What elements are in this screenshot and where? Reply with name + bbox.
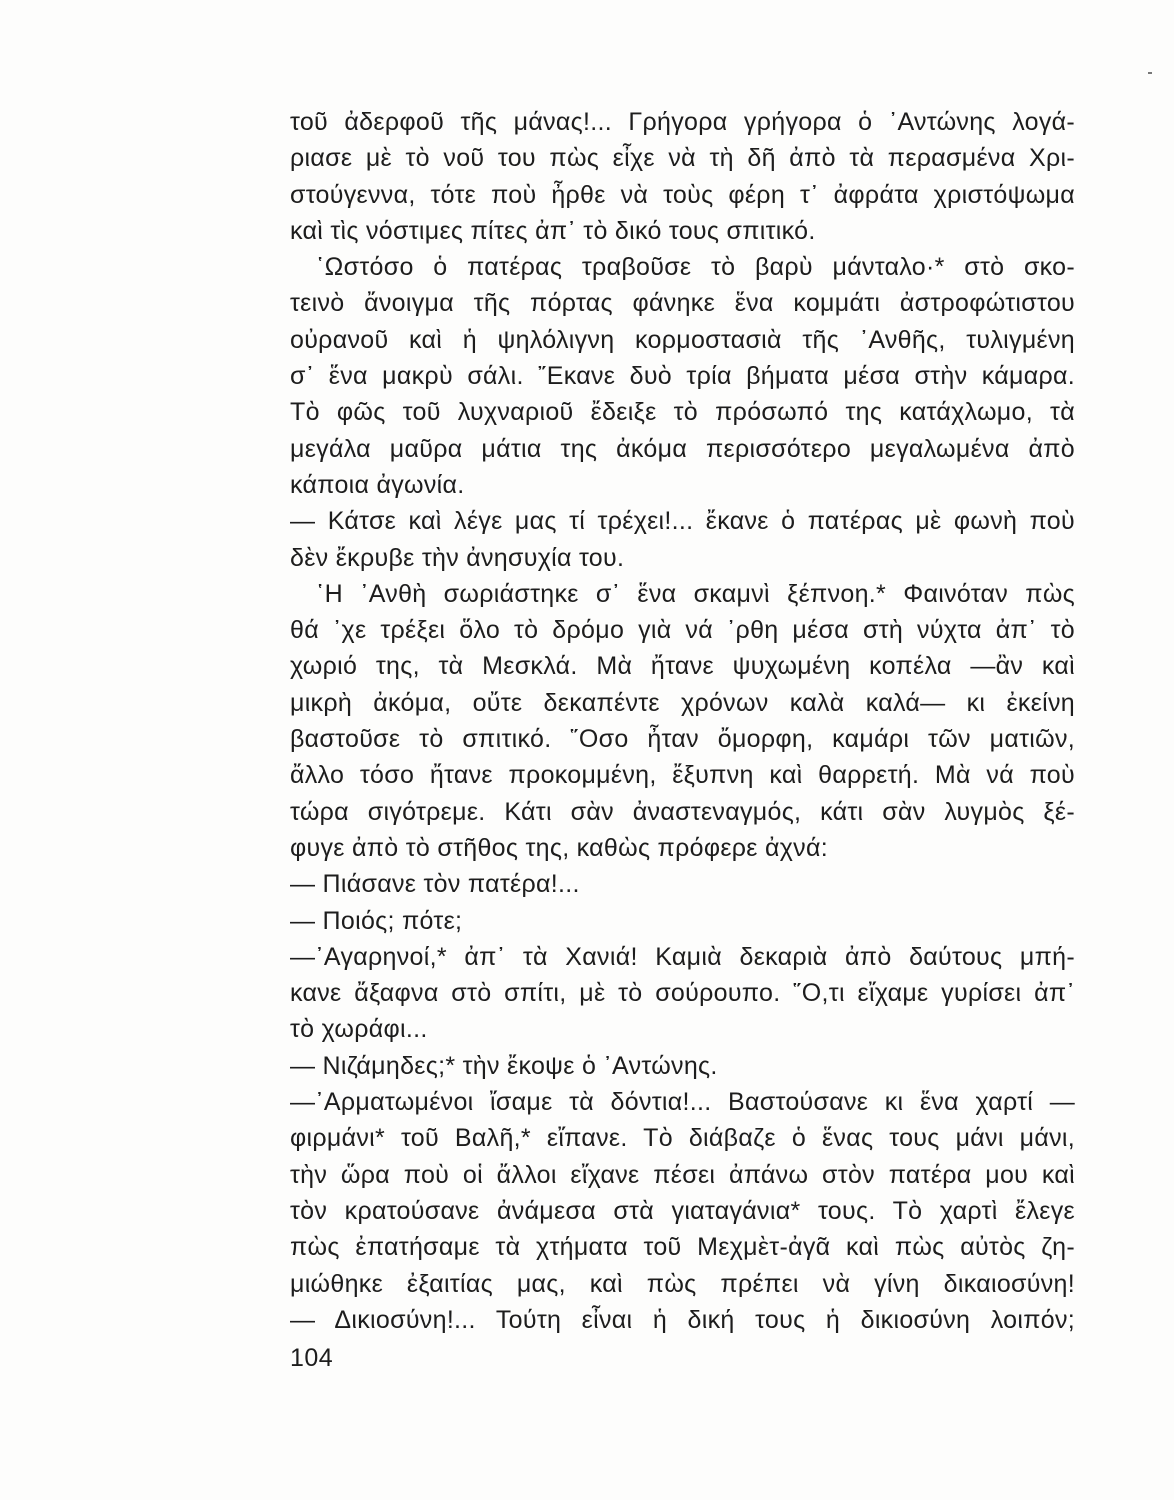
text-line: θά ᾿χε τρέξει ὅλο τὸ δρόμο γιὰ νά ᾿ρθη μέσα στὴ νύχτα ἀπ᾿ τὸ xyxy=(290,616,1075,645)
text-line: μιώθηκε ἐξαιτίας μας, καὶ πὼς πρέπει νὰ γίνη δικαιοσύνη! xyxy=(290,1269,1075,1298)
page-number: 104 xyxy=(290,1344,334,1372)
text-line: πὼς ἐπατήσαμε τὰ χτήματα τοῦ Μεχμὲτ-ἀγᾶ καὶ πὼς αὐτὸς ζη- xyxy=(290,1233,1075,1262)
text-line: — Πιάσανε τὸν πατέρα!... xyxy=(290,870,580,899)
text-line: ἄλλο τόσο ἤτανε προκομμένη, ἔξυπνη καὶ θαρρετή. Μὰ νά ποὺ xyxy=(290,761,1075,790)
text-line: φυγε ἀπὸ τὸ στῆθος της, καθὼς πρόφερε ἀχνά: xyxy=(290,833,828,862)
text-line: καὶ τὶς νόστιμες πίτες ἀπ᾿ τὸ δικό τους σπιτικό. xyxy=(290,216,816,245)
text-line: — Κάτσε καὶ λέγε μας τί τρέχει!... ἔκανε ὁ πατέρας μὲ φωνὴ ποὺ xyxy=(290,507,1075,536)
text-line: φιρμάνι* τοῦ Βαλῆ,* εἴπανε. Τὸ διάβαζε ὁ ἕνας τους μάνι μάνι, xyxy=(290,1124,1075,1153)
text-line: κάποια ἀγωνία. xyxy=(290,470,465,499)
text-line: τὸν κρατούσανε ἀνάμεσα στὰ γιαταγάνια* τους. Τὸ χαρτὶ ἔλεγε xyxy=(290,1196,1075,1225)
text-line: τώρα σιγότρεμε. Κάτι σὰν ἀναστεναγμός, κάτι σὰν λυγμὸς ξέ- xyxy=(290,797,1075,826)
text-line: τὸ χωράφι... xyxy=(290,1015,428,1044)
body-text xyxy=(290,104,1075,1338)
text-line: μικρὴ ἀκόμα, οὔτε δεκαπέντε χρόνων καλὰ καλά— κι ἐκείνη xyxy=(290,688,1075,717)
text-line: στούγεννα, τότε ποὺ ἦρθε νὰ τοὺς φέρη τ᾿ ἀφράτα χριστόψωμα xyxy=(290,180,1075,209)
text-line: ῾Ωστόσο ὁ πατέρας τραβοῦσε τὸ βαρὺ μάνταλο·* στὸ σκο- xyxy=(316,253,1075,282)
text-line: χωριό της, τὰ Μεσκλά. Μὰ ἤτανε ψυχωμένη κοπέλα —ἂν καὶ xyxy=(290,652,1075,681)
scan-mark xyxy=(1148,72,1152,74)
text-line: —᾿Αγαρηνοί,* ἀπ᾿ τὰ Χανιά! Καμιὰ δεκαριὰ ἀπὸ δαύτους μπή- xyxy=(290,942,1075,971)
text-line: — Δικιοσύνη!... Τούτη εἶναι ἡ δική τους ἡ δικιοσύνη λοιπόν; xyxy=(290,1305,1075,1334)
text-line: ριασε μὲ τὸ νοῦ του πὼς εἶχε νὰ τὴ δῆ ἀπὸ τὰ περασμένα Χρι- xyxy=(290,144,1075,173)
text-line: Τὸ φῶς τοῦ λυχναριοῦ ἔδειξε τὸ πρόσωπό της κατάχλωμο, τὰ xyxy=(290,398,1075,427)
text-line: τὴν ὥρα ποὺ οἱ ἄλλοι εἴχανε πέσει ἀπάνω στὸν πατέρα μου καὶ xyxy=(290,1160,1075,1189)
text-line: δὲν ἔκρυβε τὴν ἀνησυχία του. xyxy=(290,543,625,572)
text-line: —᾿Αρματωμένοι ἴσαμε τὰ δόντια!... Βαστούσανε κι ἕνα χαρτί — xyxy=(290,1088,1075,1117)
text-line: τοῦ ἀδερφοῦ τῆς μάνας!... Γρήγορα γρήγορα ὁ ᾿Αντώνης λογά- xyxy=(290,108,1075,136)
text-line: — Ποιός; πότε; xyxy=(290,906,463,935)
text-line: τεινὸ ἄνοιγμα τῆς πόρτας φάνηκε ἕνα κομμάτι ἀστροφώτιστου xyxy=(290,289,1075,318)
text-line: σ᾿ ἕνα μακρὺ σάλι. ῎Εκανε δυὸ τρία βήματα μέσα στὴν κάμαρα. xyxy=(290,362,1075,391)
text-line: βαστοῦσε τὸ σπιτικό. ῞Οσο ἦταν ὄμορφη, καμάρι τῶν ματιῶν, xyxy=(290,725,1075,754)
text-line: κανε ἄξαφνα στὸ σπίτι, μὲ τὸ σούρουπο. ῞Ο,τι εἴχαμε γυρίσει ἀπ᾿ xyxy=(290,979,1075,1008)
text-line: ῾Η ᾿Ανθὴ σωριάστηκε σ᾿ ἕνα σκαμνὶ ξέπνοη.* Φαινόταν πὼς xyxy=(316,579,1075,608)
text-line: μεγάλα μαῦρα μάτια της ἀκόμα περισσότερο μεγαλωμένα ἀπὸ xyxy=(290,434,1075,463)
text-line: οὐρανοῦ καὶ ἡ ψηλόλιγνη κορμοστασιὰ τῆς ᾿Ανθῆς, τυλιγμένη xyxy=(290,325,1075,354)
text-line: — Νιζάμηδες;* τὴν ἔκοψε ὁ ᾿Αντώνης. xyxy=(290,1051,718,1080)
